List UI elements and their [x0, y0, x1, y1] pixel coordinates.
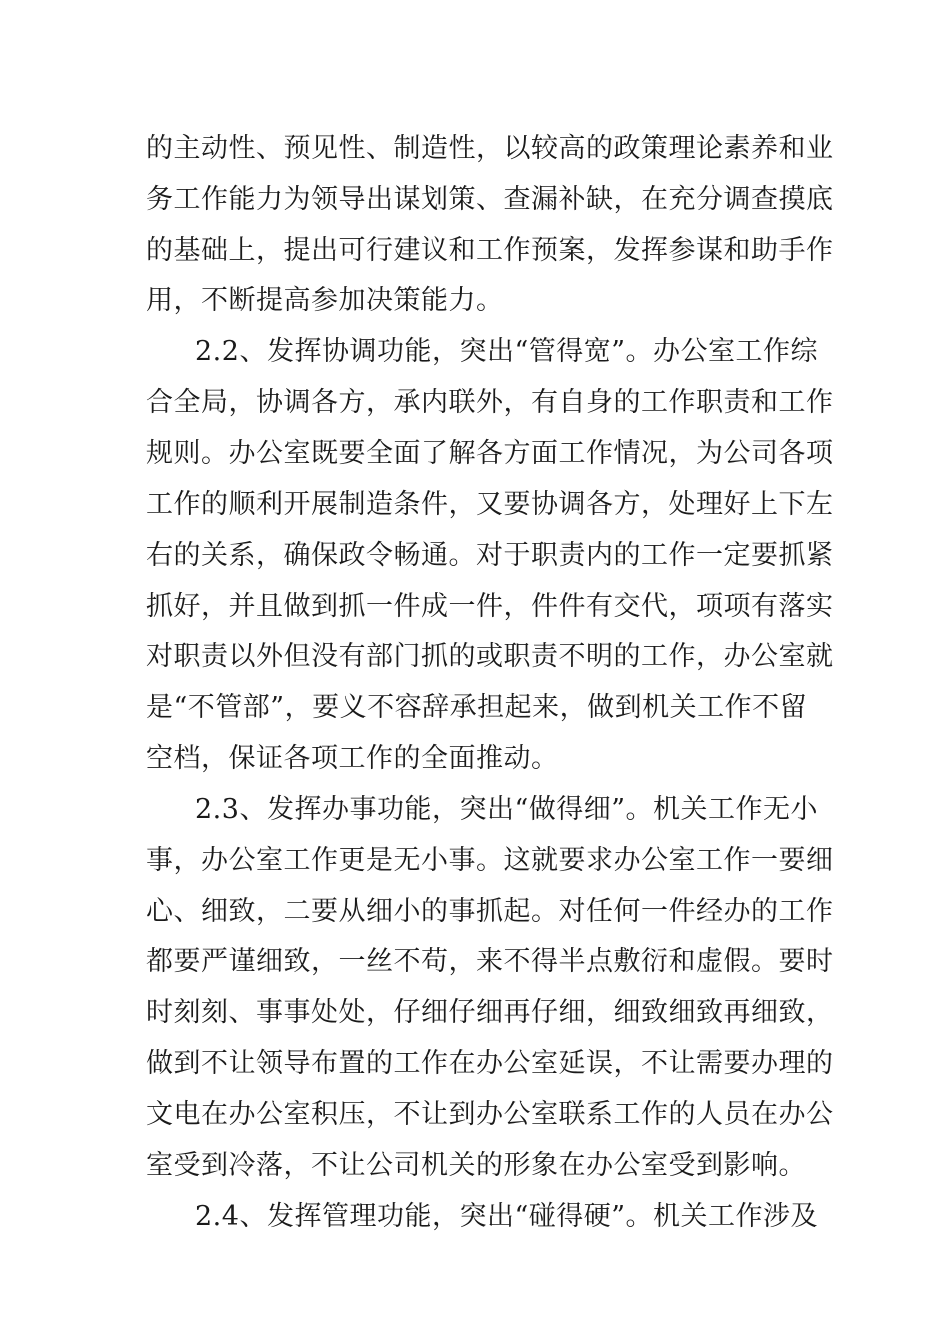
text-line: 的基础上，提出可行建议和工作预案，发挥参谋和助手作	[146, 235, 834, 266]
text-line: 空档，保证各项工作的全面推动。	[146, 743, 559, 774]
text-line: 心、细致，二要从细小的事抓起。对任何一件经办的工作	[146, 896, 834, 927]
text-line: 事，办公室工作更是无小事。这就要求办公室工作一要细	[146, 845, 834, 876]
text-line: 都要严谨细致，一丝不苟，来不得半点敷衍和虚假。要时	[146, 946, 834, 977]
text-line: 规则。办公室既要全面了解各方面工作情况，为公司各项	[146, 438, 834, 469]
text-line: 抓好，并且做到抓一件成一件，件件有交代，项项有落实	[146, 591, 834, 622]
text-line: 文电在办公室积压，不让到办公室联系工作的人员在办公	[146, 1099, 834, 1130]
text-line: 工作的顺利开展制造条件，又要协调各方，处理好上下左	[146, 489, 834, 520]
text-line: 用，不断提高参加决策能力。	[146, 285, 504, 316]
section-heading-2-4: 2.4、发挥管理功能，突出“碰得硬”。机关工作涉及	[195, 1201, 819, 1232]
text-line: 做到不让领导布置的工作在办公室延误，不让需要办理的	[146, 1048, 834, 1079]
text-line: 务工作能力为领导出谋划策、查漏补缺，在充分调查摸底	[146, 184, 834, 215]
text-line: 是“不管部”，要义不容辞承担起来，做到机关工作不留	[146, 692, 808, 723]
section-heading-2-3: 2.3、发挥办事功能，突出“做得细”。机关工作无小	[195, 794, 819, 825]
text-line: 时刻刻、事事处处，仔细仔细再仔细，细致细致再细致，	[146, 997, 834, 1028]
text-line: 对职责以外但没有部门抓的或职责不明的工作，办公室就	[146, 641, 834, 672]
text-line: 合全局，协调各方，承内联外，有自身的工作职责和工作	[146, 387, 834, 418]
text-line: 室受到冷落，不让公司机关的形象在办公室受到影响。	[146, 1150, 806, 1181]
text-line: 的主动性、预见性、制造性，以较高的政策理论素养和业	[146, 133, 834, 164]
section-heading-2-2: 2.2、发挥协调功能，突出“管得宽”。办公室工作综	[195, 336, 819, 367]
text-line: 右的关系，确保政令畅通。对于职责内的工作一定要抓紧	[146, 540, 834, 571]
